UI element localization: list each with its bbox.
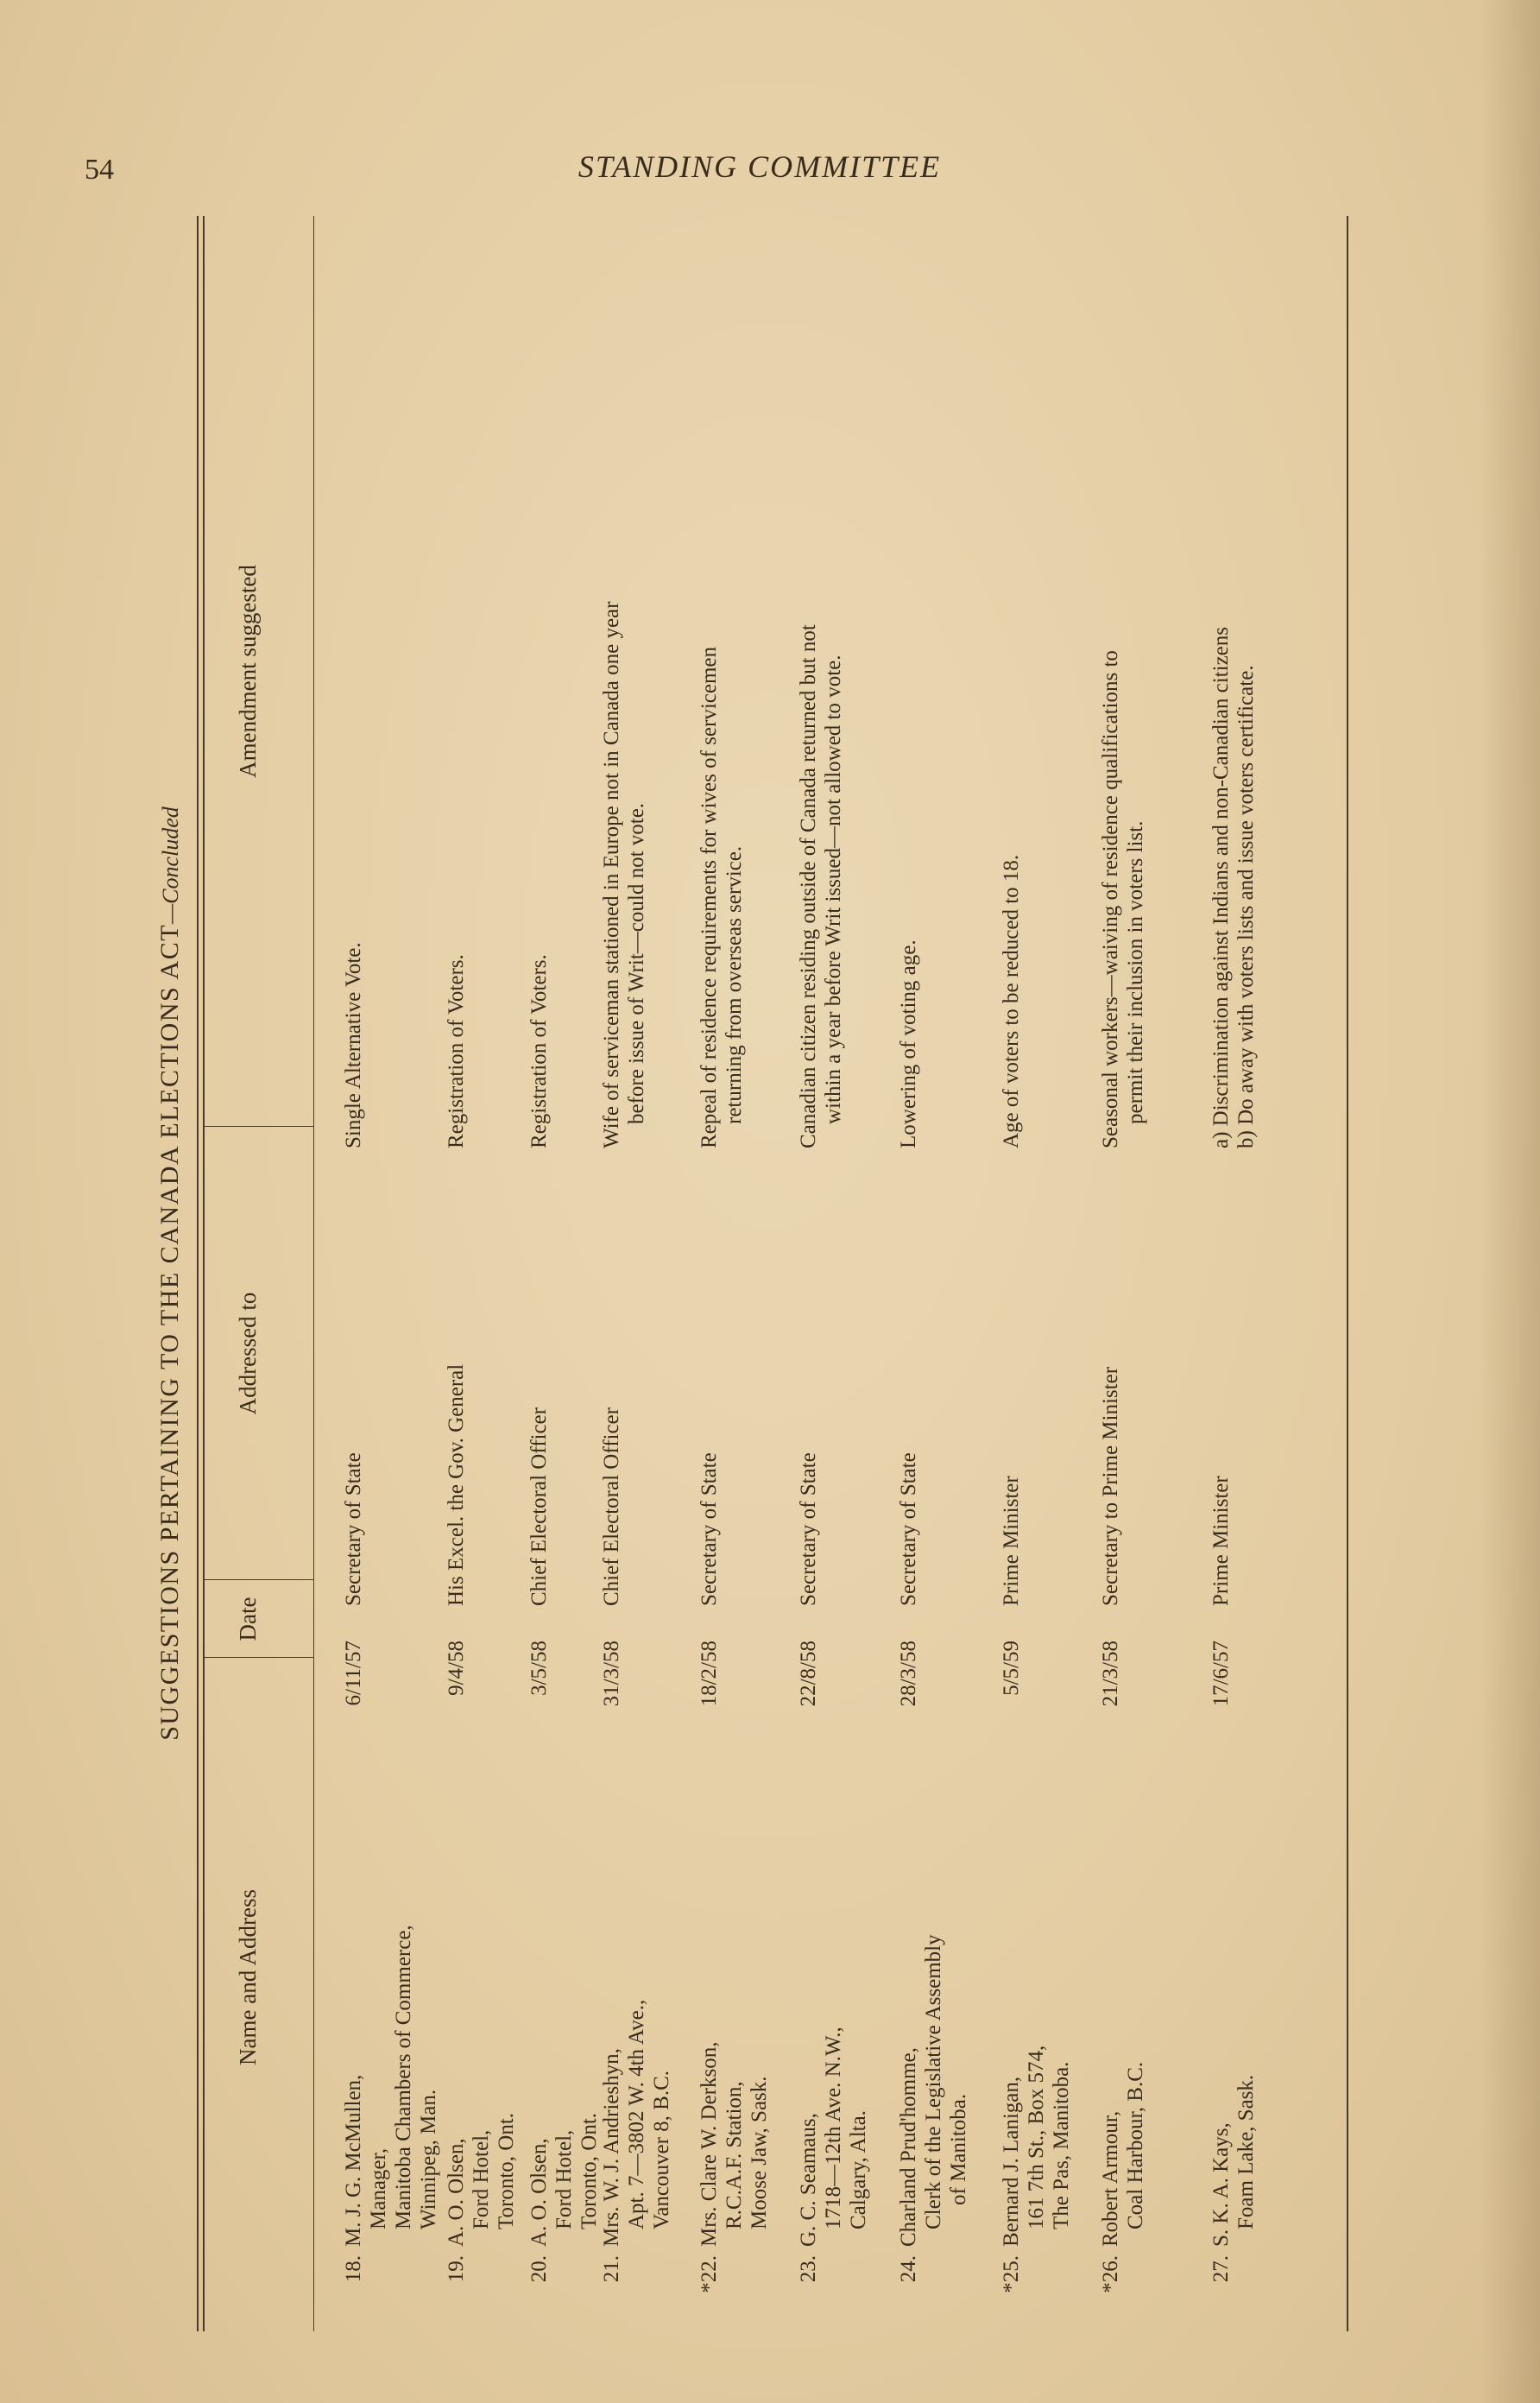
row-date: 3/5/58 [527,1641,551,1696]
row-name-address [697,1753,772,2305]
row-address-line: Ford Hotel, [552,2129,576,2229]
row-amendment [896,233,921,1148]
row-date: 22/8/58 [797,1641,820,1707]
row-name-text: Charland Prud'homme, [897,2047,920,2247]
table-title-text: SUGGESTIONS PERTAINING TO THE CANADA ELECTIONS ACT [155,923,184,1741]
header-name: Name and Address [235,1889,261,2065]
row-amendment-line: Single Alternative Vote. [342,942,365,1148]
row-addressed-to: Chief Electoral Officer [600,1407,623,1606]
table-title [155,216,185,2331]
header-rule [313,216,314,2331]
row-name [999,1753,1024,2305]
row-amendment-line: Age of voters to be reduced to 18. [1000,854,1023,1148]
row-name-text: Robert Armour, [1099,2110,1122,2247]
row-name-address [1209,1753,1259,2305]
row-address-line: Manager, [367,2147,390,2229]
row-name-text: Bernard J. Lanigan, [1000,2076,1023,2247]
row-number: 20. [527,2255,551,2283]
row-amendment-line: within a year before Writ issued—not allowed to vote. [822,655,845,1124]
top-rule-inner [203,216,205,2331]
row-number: 21. [600,2255,623,2283]
row-amendment-line: Wife of serviceman stationed in Europe not in Canada one year [600,601,623,1148]
header-addressed: Addressed to [235,1292,261,1415]
row-name-address [1098,1753,1148,2305]
row-addressed-to: His Excel. the Gov. General [445,1363,468,1606]
row-name-address [599,1753,674,2305]
row-name-text: M. J. G. McMullen, [342,2074,365,2247]
row-date: 6/11/57 [342,1641,365,1706]
row-name-address [896,1753,971,2305]
row-amendment-line: Seasonal workers—waiving of residence qualifications to [1099,650,1122,1148]
row-name [341,1753,366,2305]
top-rule [197,216,199,2331]
row-address-line: Toronto, Ont. [578,2112,601,2229]
row-address-line: Manitoba Chambers of Commerce, [392,1925,415,2229]
row-name [697,1753,722,2305]
row-name-address [444,1753,519,2305]
row-address-line: Foam Lake, Sask. [1234,2074,1258,2229]
row-number: *26. [1099,2255,1122,2293]
page-edge-shadow [1480,0,1540,2403]
row-name-text: A. O. Olsen, [527,2138,551,2247]
row-amendment-line: Canadian citizen residing outside of Canada returned but not [797,624,820,1148]
row-amendment-line: a) Discrimination against Indians and non-Canadian citizens [1209,627,1233,1148]
header-amendment: Amendment suggested [235,565,261,778]
row-addressed-to: Secretary of State [342,1452,365,1606]
row-name [1209,1753,1234,2305]
row-date: 17/6/57 [1209,1641,1233,1707]
row-amendment-line: Registration of Voters. [527,954,551,1148]
row-address-line: Calgary, Alta. [847,2110,870,2229]
row-amendment [527,233,552,1148]
row-amendment [796,233,846,1148]
row-name-address [341,1753,441,2305]
row-addressed-to: Secretary of State [897,1452,920,1606]
row-address-line: 161 7th St., Box 574, [1025,2045,1048,2229]
row-addressed-to: Prime Minister [1000,1476,1023,1606]
row-amendment [1098,233,1148,1148]
row-address-line: 1718—12th Ave. N.W., [822,2027,845,2229]
row-amendment-line: permit their inclusion in voters list. [1124,820,1147,1124]
row-name [796,1753,821,2305]
row-address-line: Winnipeg, Man. [417,2089,440,2229]
row-name-address [999,1753,1074,2305]
row-address-line: The Pas, Manitoba. [1050,2061,1073,2229]
row-name [444,1753,469,2305]
row-addressed-to: Secretary to Prime Minister [1099,1366,1122,1606]
row-address-line: R.C.A.F. Station, [723,2081,746,2229]
row-date: 28/3/58 [897,1641,920,1707]
row-amendment-line: before issue of Writ—could not vote. [625,802,648,1124]
row-name [527,1753,552,2305]
row-addressed-to: Chief Electoral Officer [527,1407,551,1606]
header-date: Date [235,1597,261,1641]
row-name-address [527,1753,602,2305]
row-name-text: A. O. Olsen, [445,2138,468,2247]
row-amendment [341,233,366,1148]
row-amendment [599,233,649,1148]
row-amendment [1209,233,1259,1148]
row-number: 24. [897,2255,920,2283]
row-name [1098,1753,1123,2305]
row-date: 9/4/58 [445,1641,468,1696]
row-number: 23. [797,2255,820,2283]
row-name-text: S. K. A. Kays, [1209,2122,1233,2247]
row-amendment-line: Repeal of residence requirements for wives of servicemen [697,646,721,1148]
row-amendment [999,233,1024,1148]
row-amendment [444,233,469,1148]
row-name [599,1753,624,2305]
row-number: 19. [445,2255,468,2283]
row-address-line: Moose Jaw, Sask. [748,2076,771,2229]
row-address-line: Clerk of the Legislative Assembly [922,1934,945,2229]
row-number: 27. [1209,2255,1233,2283]
row-name [896,1753,921,2305]
row-date: 21/3/58 [1099,1641,1122,1707]
row-address-line: of Manitoba. [947,2093,970,2205]
page-number: 54 [85,154,114,186]
row-date: 31/3/58 [600,1641,623,1707]
row-address-line: Toronto, Ont. [495,2112,518,2229]
row-addressed-to: Prime Minister [1209,1476,1233,1606]
table-title-suffix: —Concluded [158,806,183,924]
row-amendment [697,233,747,1148]
row-amendment-line: returning from overseas service. [723,845,746,1124]
row-date: 18/2/58 [697,1641,721,1707]
row-name-text: Mrs. W. J. Andrieshyn, [600,2048,623,2247]
row-addressed-to: Secretary of State [697,1452,721,1606]
row-name-text: Mrs. Clare W. Derkson, [697,2041,721,2247]
rotated-table [155,216,1381,2331]
bottom-rule [1347,216,1348,2331]
row-name-text: G. C. Seamaus, [797,2113,820,2247]
row-address-line: Coal Harbour, B.C. [1124,2061,1147,2229]
row-address-line: Apt. 7—3802 W. 4th Ave., [625,1999,648,2229]
row-number: 18. [342,2255,365,2283]
row-amendment-line: Registration of Voters. [445,954,468,1148]
row-amendment-line: b) Do away with voters lists and issue voters certificate. [1234,665,1258,1148]
row-address-line: Vancouver 8, B.C. [650,2071,673,2229]
row-date: 5/5/59 [1000,1641,1023,1696]
running-head: STANDING COMMITTEE [578,149,942,184]
row-number: *25. [1000,2255,1023,2293]
row-addressed-to: Secretary of State [797,1452,820,1606]
row-address-line: Ford Hotel, [470,2129,493,2229]
row-number: *22. [697,2255,721,2293]
row-name-address [796,1753,871,2305]
row-amendment-line: Lowering of voting age. [897,939,920,1148]
